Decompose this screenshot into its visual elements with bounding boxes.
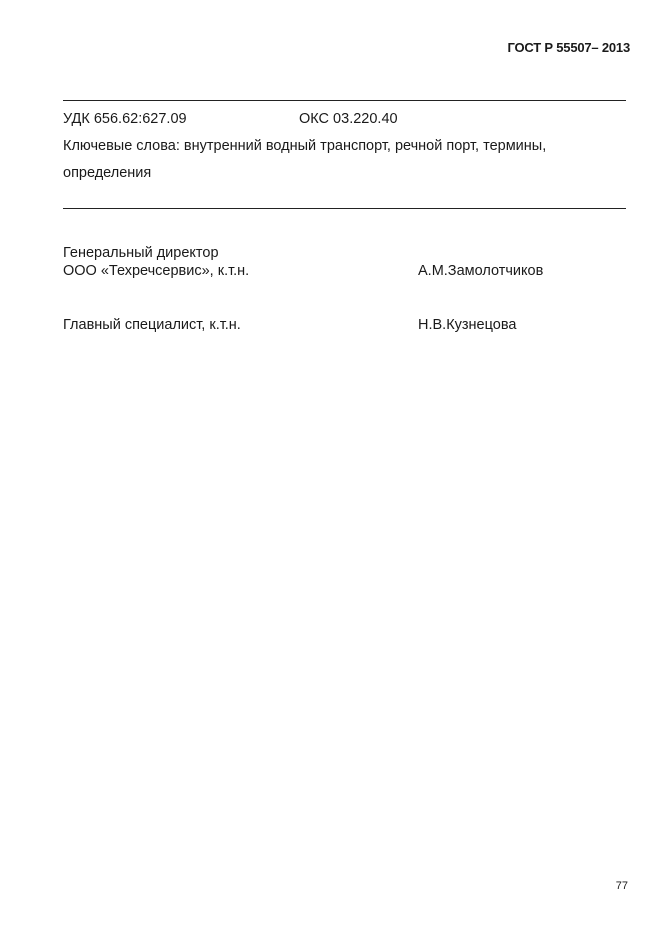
document-code: ГОСТ Р 55507– 2013 [507, 40, 630, 55]
signatory-2-position: Главный специалист, к.т.н. [63, 317, 241, 333]
signatory-1-organization: ООО «Техречсервис», к.т.н. [63, 263, 250, 279]
keywords-line-1: Ключевые слова: внутренний водный транспорт, речной порт, термины, [63, 138, 547, 154]
signatory-2-name: Н.В.Кузнецова [418, 317, 517, 333]
udk-code: УДК 656.62:627.09 [63, 111, 187, 127]
bottom-divider [63, 208, 626, 209]
signatory-1-position: Генеральный директор [63, 245, 219, 261]
page-number: 77 [615, 880, 628, 892]
top-divider [63, 100, 626, 101]
signatory-1-name: А.М.Замолотчиков [418, 263, 544, 279]
oks-code: ОКС 03.220.40 [299, 111, 398, 127]
keywords-line-2: определения [63, 165, 152, 181]
